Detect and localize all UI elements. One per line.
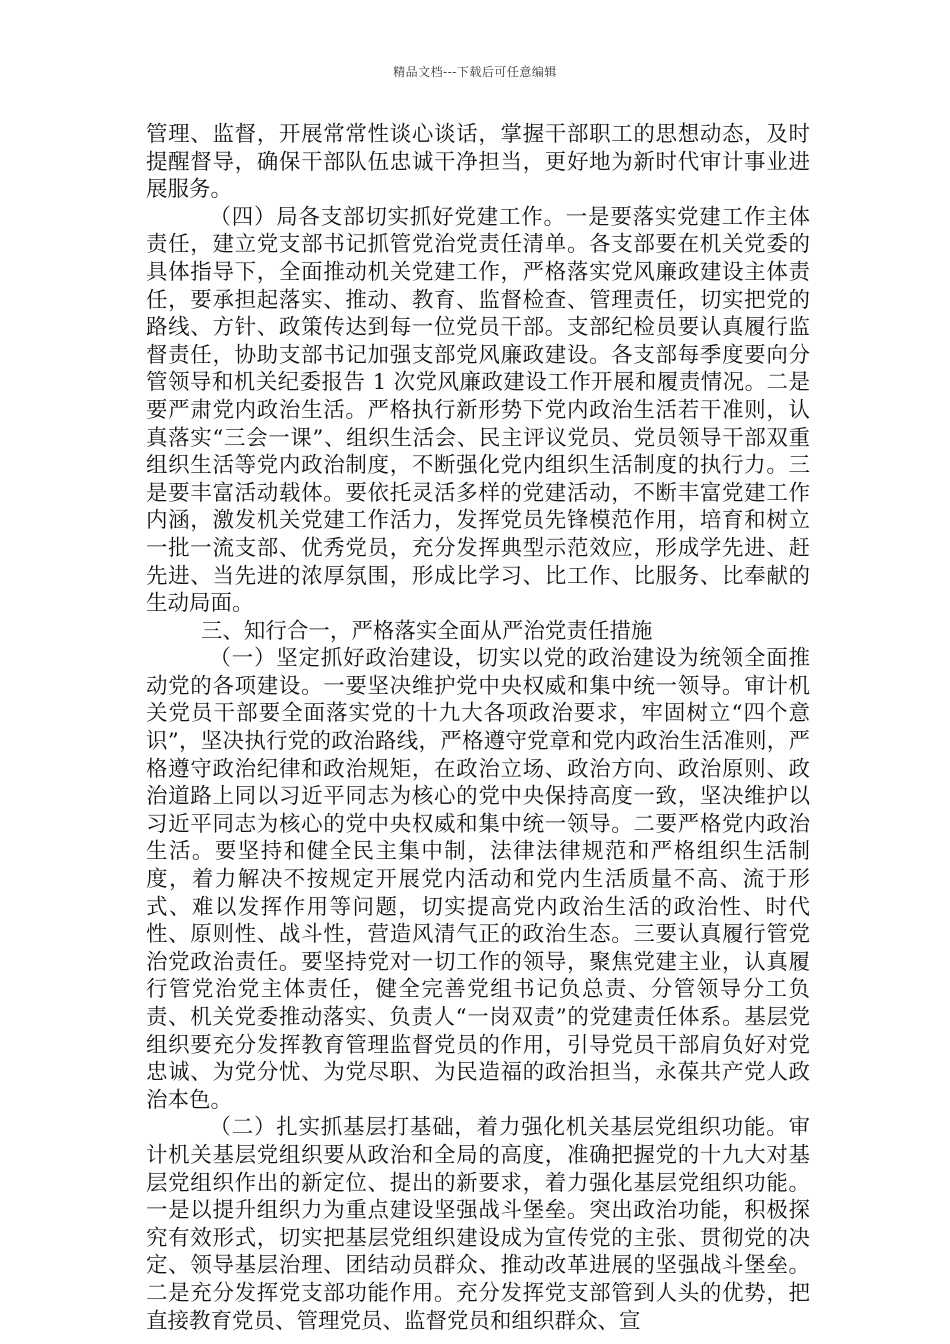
paragraph-grassroots-foundation: （二）扎实抓基层打基础，着力强化机关基层党组织功能。审计机关基层党组织要从政治和全局的高度，准确把握党的十九大对基层党组织作出的新定位、提出的新要求，着力强化基层党组织功能。一是以提升组织力为重点建设坚强战斗堡垒。突出政治功能，积极探究有效形式，切实把基层党组织建设成为宣传党的主张、贯彻党的决定、领导基层治理、团结动员群众、推动改革进展的坚强战斗堡垒。二是充分发挥党支部功能作用。充分发挥党支部管到人头的优势，把直接教育党员、管理党员、监督党员和组织群众、宣 (146, 1115, 810, 1334)
page-header: 精品文档---下载后可任意编辑 (393, 65, 557, 79)
paragraph-political-construction: （一）坚定抓好政治建设，切实以党的政治建设为统领全面推动党的各项建设。一要坚决维护党中央权威和集中统一领导。审计机关党员干部要全面落实党的十九大各项政治要求，牢固树立“四个意识”，坚决执行党的政治路线，严格遵守党章和党内政治生活准则，严格遵守政治纪律和政治规矩，在政治立场、政治方向、政治原则、政治道路上同以习近平同志为核心的党中央保持高度一致，坚决维护以习近平同志为核心的党中央权威和集中统一领导。二要严格党内政治生活。要坚持和健全民主集中制，法律法律规范和严格组织生活制度，着力解决不按规定开展党内活动和党内生活质量不高、流于形式、难以发挥作用等问题，切实提高党内政治生活的政治性、时代性、原则性、战斗性，营造风清气正的政治生态。三要认真履行管党治党政治责任。要坚持党对一切工作的领导，聚焦党建主业，认真履行管党治党主体责任，健全完善党组书记负总责、分管领导分工负责、机关党委推动落实、负责人“一岗双责”的党建责任体系。基层党组织要充分发挥教育管理监督党员的作用，引导党员干部肩负好对党忠诚、为党分忧、为党尽职、为民造福的政治担当，永葆共产党人政治本色。 (146, 646, 810, 1113)
paragraph-branch-party-building: （四）局各支部切实抓好党建工作。一是要落实党建工作主体责任，建立党支部书记抓管党治党责任清单。各支部要在机关党委的具体指导下，全面推动机关党建工作，严格落实党风廉政建设主体责任，要承担起落实、推动、教育、监督检查、管理责任，切实把党的路线、方针、政策传达到每一位党员干部。支部纪检员要认真履行监督责任，协助支部书记加强支部党风廉政建设。各支部每季度要向分管领导和机关纪委报告 1 次党风廉政建设工作开展和履责情况。二是要严肃党内政治生活。严格执行新形势下党内政治生活若干准则，认真落实“三会一课”、组织生活会、民主评议党员、党员领导干部双重组织生活等党内政治制度，不断强化党内组织生活制度的执行力。三是要丰富活动载体。要依托灵活多样的党建活动，不断丰富党建工作内涵，激发机关党建工作活力，发挥党员先锋模范作用，培育和树立一批一流支部、优秀党员，充分发挥典型示范效应，形成学先进、赶先进、当先进的浓厚氛围，形成比学习、比工作、比服务、比奉献的生动局面。 (146, 204, 810, 617)
section-heading-three: 三、知行合一，严格落实全面从严治党责任措施 (200, 618, 653, 644)
paragraph-supervision-continued: 管理、监督，开展常常性谈心谈话，掌握干部职工的思想动态，及时提醒督导，确保干部队伍忠诚干净担当，更好地为新时代审计事业进展服务。 (146, 122, 810, 203)
document-body (146, 121, 810, 1335)
